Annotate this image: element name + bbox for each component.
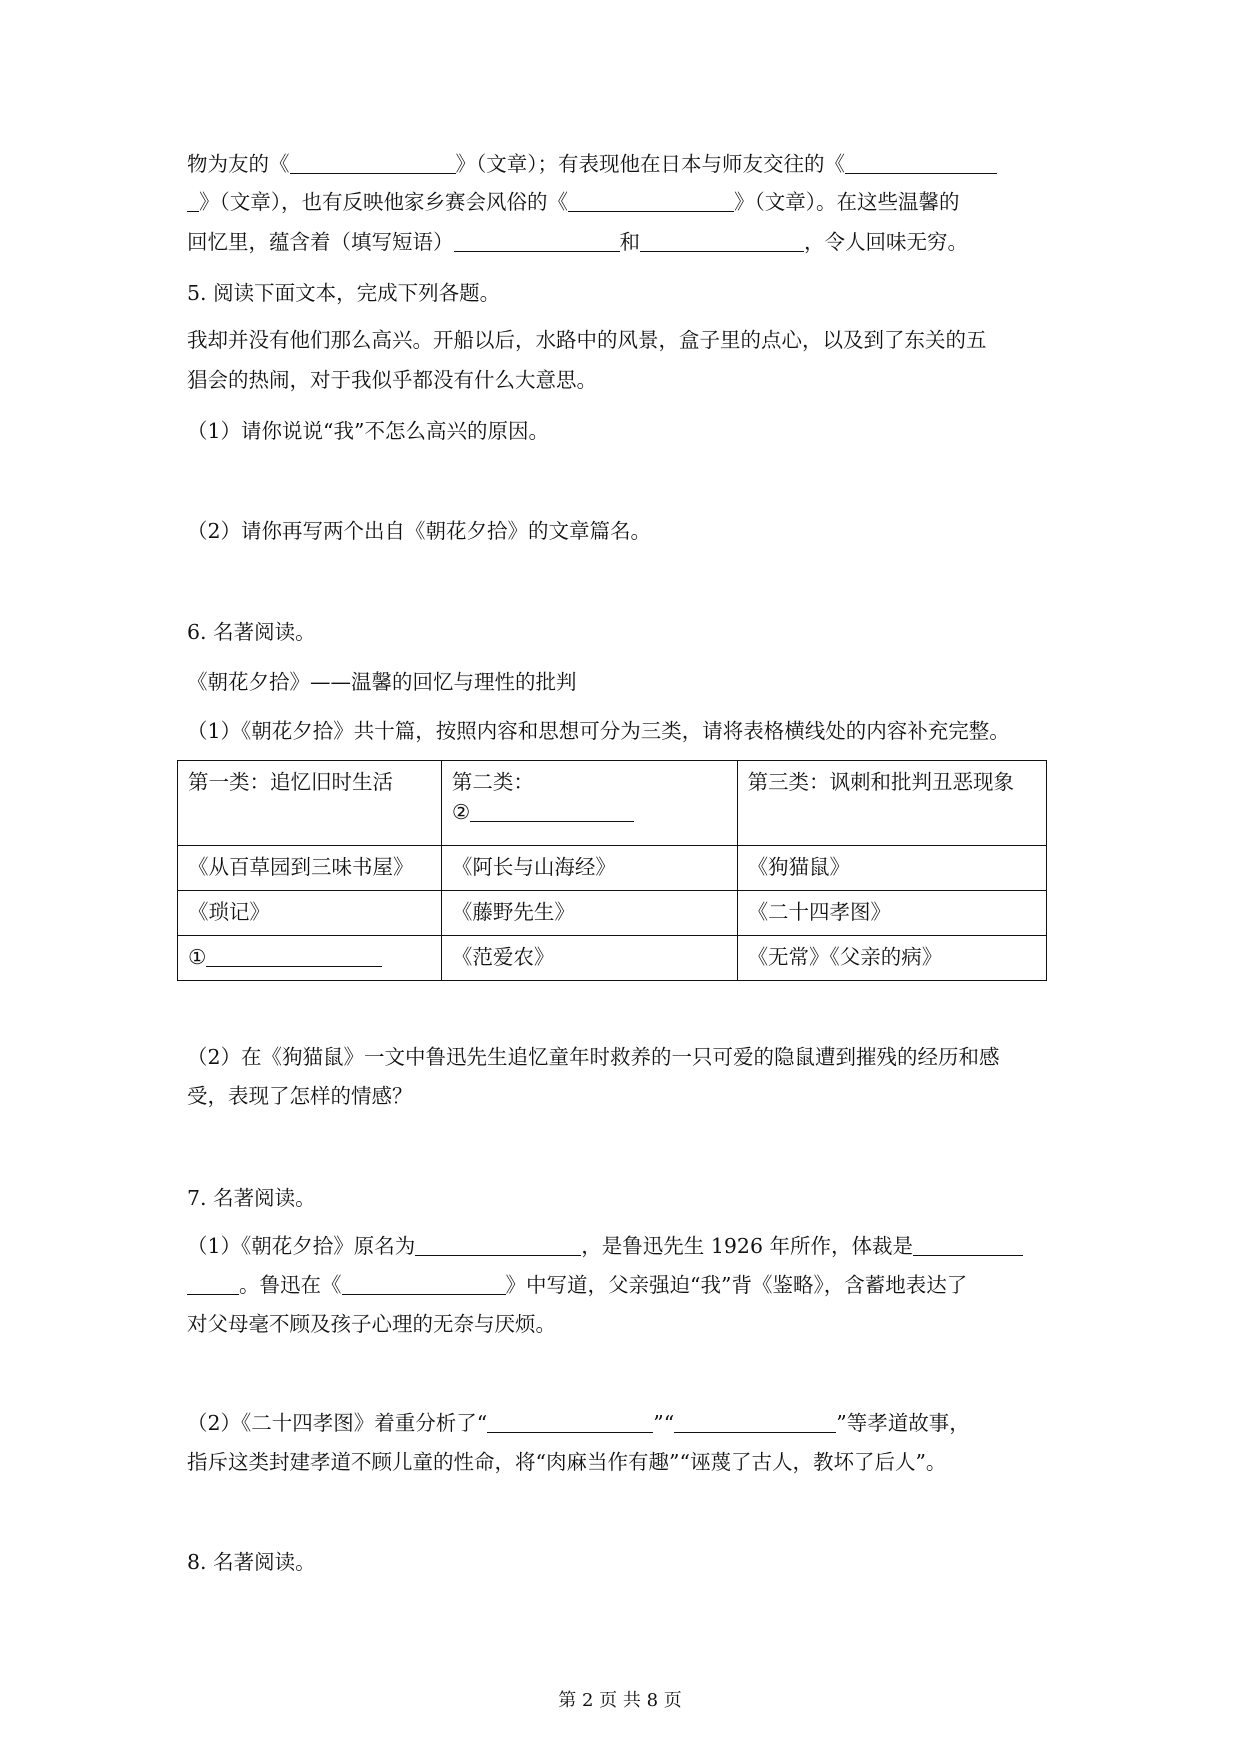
answer-blank[interactable] — [470, 800, 634, 822]
table-cell: 《琐记》 — [178, 891, 442, 936]
text: 和 — [619, 230, 640, 254]
question-6-sub2: （2）在《狗猫鼠》一文中鲁迅先生追忆童年时救养的一只可爱的隐鼠遭到摧残的经历和感 — [187, 1045, 1000, 1069]
question-5-sub1: （1）请你说说“我”不怎么高兴的原因。 — [187, 419, 550, 443]
table-header-row — [178, 761, 1047, 846]
text: 》（文章）；有表现他在日本与师友交往的《 — [455, 152, 845, 176]
text: 。鲁迅在《 — [239, 1273, 342, 1297]
page-footer: 第 2 页 共 8 页 — [558, 1690, 682, 1711]
classification-table — [177, 760, 1047, 981]
text: 回忆里，蕴含着（填写短语） — [187, 230, 454, 254]
table-cell: 《范爱农》 — [441, 936, 737, 981]
answer-blank[interactable] — [206, 945, 382, 967]
table-cell: 《无常》《父亲的病》 — [737, 936, 1046, 981]
paragraph-line — [187, 189, 960, 215]
table-header-cell: 第一类：追忆旧时生活 — [178, 761, 442, 846]
text: ，是鲁迅先生 1926 年所作，体裁是 — [581, 1234, 913, 1258]
table-cell: 《阿长与山海经》 — [441, 846, 737, 891]
answer-blank[interactable] — [415, 1234, 581, 1256]
text: ”“ — [653, 1411, 675, 1435]
answer-blank[interactable] — [454, 230, 620, 252]
table-cell — [178, 936, 442, 981]
question-6-sub1: （1）《朝花夕拾》共十篇，按照内容和思想可分为三类，请将表格横线处的内容补充完整。 — [187, 719, 1010, 743]
question-7-sub2 — [187, 1410, 970, 1436]
question-7-sub2: 指斥这类封建孝道不顾儿童的性命，将“肉麻当作有趣”“诬蔑了古人，教坏了后人”。 — [187, 1450, 947, 1474]
table-row — [178, 891, 1047, 936]
table-row — [178, 936, 1047, 981]
text: （1）《朝花夕拾》原名为 — [187, 1234, 416, 1258]
answer-blank[interactable] — [487, 1411, 653, 1433]
answer-blank[interactable] — [187, 190, 199, 212]
question-7-sub1 — [187, 1233, 1023, 1259]
question-7-title: 7. 名著阅读。 — [187, 1186, 316, 1210]
question-5-sub2: （2）请你再写两个出自《朝花夕拾》的文章篇名。 — [187, 519, 652, 543]
answer-blank[interactable] — [187, 1273, 239, 1295]
question-6-title: 6. 名著阅读。 — [187, 620, 316, 644]
passage-line: 猖会的热闹，对于我似乎都没有什么大意思。 — [187, 368, 597, 392]
question-7-sub1 — [187, 1272, 967, 1298]
answer-blank[interactable] — [640, 230, 804, 252]
answer-blank[interactable] — [342, 1273, 506, 1295]
table-cell: 《从百草园到三味书屋》 — [178, 846, 442, 891]
circled-number: ① — [188, 945, 207, 969]
header-label: 第二类： — [451, 770, 534, 794]
table-cell: 《二十四孝图》 — [737, 891, 1046, 936]
circled-number: ② — [451, 800, 471, 824]
passage-line: 我却并没有他们那么高兴。开船以后，水路中的风景，盒子里的点心，以及到了东关的五 — [187, 328, 987, 352]
text: ，令人回味无穷。 — [804, 230, 968, 254]
answer-blank[interactable] — [845, 152, 997, 174]
question-8-title: 8. 名著阅读。 — [187, 1550, 316, 1574]
table-header-cell — [441, 761, 737, 846]
text: 》（文章），也有反映他家乡赛会风俗的《 — [199, 190, 568, 214]
table-cell: 《藤野先生》 — [441, 891, 737, 936]
answer-blank[interactable] — [674, 1411, 836, 1433]
answer-blank[interactable] — [568, 190, 734, 212]
paragraph-line — [187, 151, 997, 177]
table-header-cell: 第三类：讽刺和批判丑恶现象 — [737, 761, 1046, 846]
header-blank-line — [452, 797, 727, 827]
text: 物为友的《 — [187, 152, 290, 176]
question-5-title: 5. 阅读下面文本，完成下列各题。 — [187, 281, 501, 305]
text: （2）《二十四孝图》着重分析了“ — [187, 1411, 488, 1435]
text: 》中写道，父亲强迫“我”背《鉴略》，含蓄地表达了 — [505, 1273, 968, 1297]
text: ”等孝道故事， — [836, 1411, 970, 1435]
table-row — [178, 846, 1047, 891]
question-6-heading: 《朝花夕拾》——温馨的回忆与理性的批判 — [187, 670, 577, 694]
paragraph-line — [187, 229, 968, 255]
question-7-sub1: 对父母毫不顾及孩子心理的无奈与厌烦。 — [187, 1312, 556, 1336]
answer-blank[interactable] — [290, 152, 456, 174]
table-cell: 《狗猫鼠》 — [737, 846, 1046, 891]
text: 》（文章）。在这些温馨的 — [734, 190, 960, 214]
answer-blank[interactable] — [913, 1234, 1023, 1256]
question-6-sub2: 受，表现了怎样的情感？ — [187, 1084, 413, 1108]
